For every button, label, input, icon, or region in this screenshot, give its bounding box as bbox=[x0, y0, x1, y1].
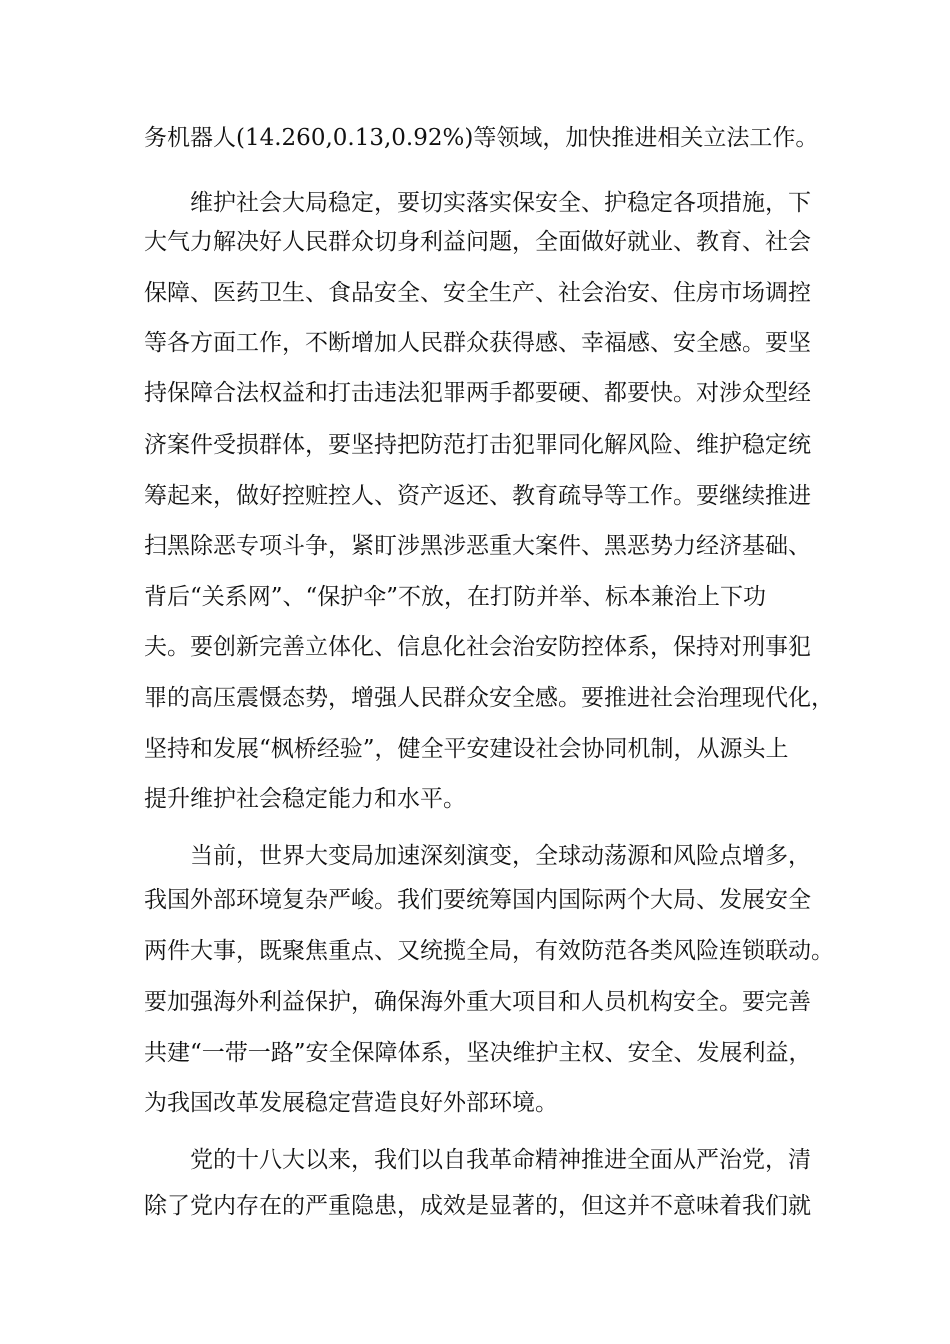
text-line: 务机器人(14.260,0.13,0.92%)等领域，加快推进相关立法工作。 bbox=[144, 125, 819, 151]
text-line: 夫。要创新完善立体化、信息化社会治安防控体系，保持对刑事犯 bbox=[144, 634, 811, 660]
paragraph-first-line: 党的十八大以来，我们以自我革命精神推进全面从严治党，清 bbox=[190, 1147, 811, 1173]
paragraph-first-line: 维护社会大局稳定，要切实落实保安全、护稳定各项措施，下 bbox=[190, 190, 811, 216]
text-line: 两件大事，既聚焦重点、又统揽全局，有效防范各类风险连锁联动。 bbox=[144, 938, 834, 964]
paragraph-first-line: 当前，世界大变局加速深刻演变，全球动荡源和风险点增多， bbox=[190, 843, 811, 869]
text-line: 共建“一带一路”安全保障体系，坚决维护主权、安全、发展利益， bbox=[144, 1040, 812, 1066]
text-line: 筹起来，做好控赃控人、资产返还、教育疏导等工作。要继续推进 bbox=[144, 483, 811, 509]
text-line: 提升维护社会稳定能力和水平。 bbox=[144, 786, 466, 812]
text-line: 我国外部环境复杂严峻。我们要统筹国内国际两个大局、发展安全 bbox=[144, 887, 811, 913]
text-line: 持保障合法权益和打击违法犯罪两手都要硬、都要快。对涉众型经 bbox=[144, 380, 811, 406]
text-line: 为我国改革发展稳定营造良好外部环境。 bbox=[144, 1090, 558, 1116]
text-line: 要加强海外利益保护，确保海外重大项目和人员机构安全。要完善 bbox=[144, 989, 811, 1015]
text-line: 罪的高压震慑态势，增强人民群众安全感。要推进社会治理现代化， bbox=[144, 685, 834, 711]
text-line: 济案件受损群体，要坚持把防范打击犯罪同化解风险、维护稳定统 bbox=[144, 432, 811, 458]
text-line: 等各方面工作，不断增加人民群众获得感、幸福感、安全感。要坚 bbox=[144, 330, 811, 356]
text-line: 扫黑除恶专项斗争，紧盯涉黑涉恶重大案件、黑恶势力经济基础、 bbox=[144, 533, 811, 559]
text-line: 保障、医药卫生、食品安全、安全生产、社会治安、住房市场调控 bbox=[144, 280, 811, 306]
text-line: 除了党内存在的严重隐患，成效是显著的，但这并不意味着我们就 bbox=[144, 1193, 811, 1219]
text-line: 背后“关系网”、“保护伞”不放，在打防并举、标本兼治上下功 bbox=[144, 584, 767, 610]
text-line: 大气力解决好人民群众切身利益问题，全面做好就业、教育、社会 bbox=[144, 229, 811, 255]
text-line: 坚持和发展“枫桥经验”，健全平安建设社会协同机制，从源头上 bbox=[144, 736, 789, 762]
